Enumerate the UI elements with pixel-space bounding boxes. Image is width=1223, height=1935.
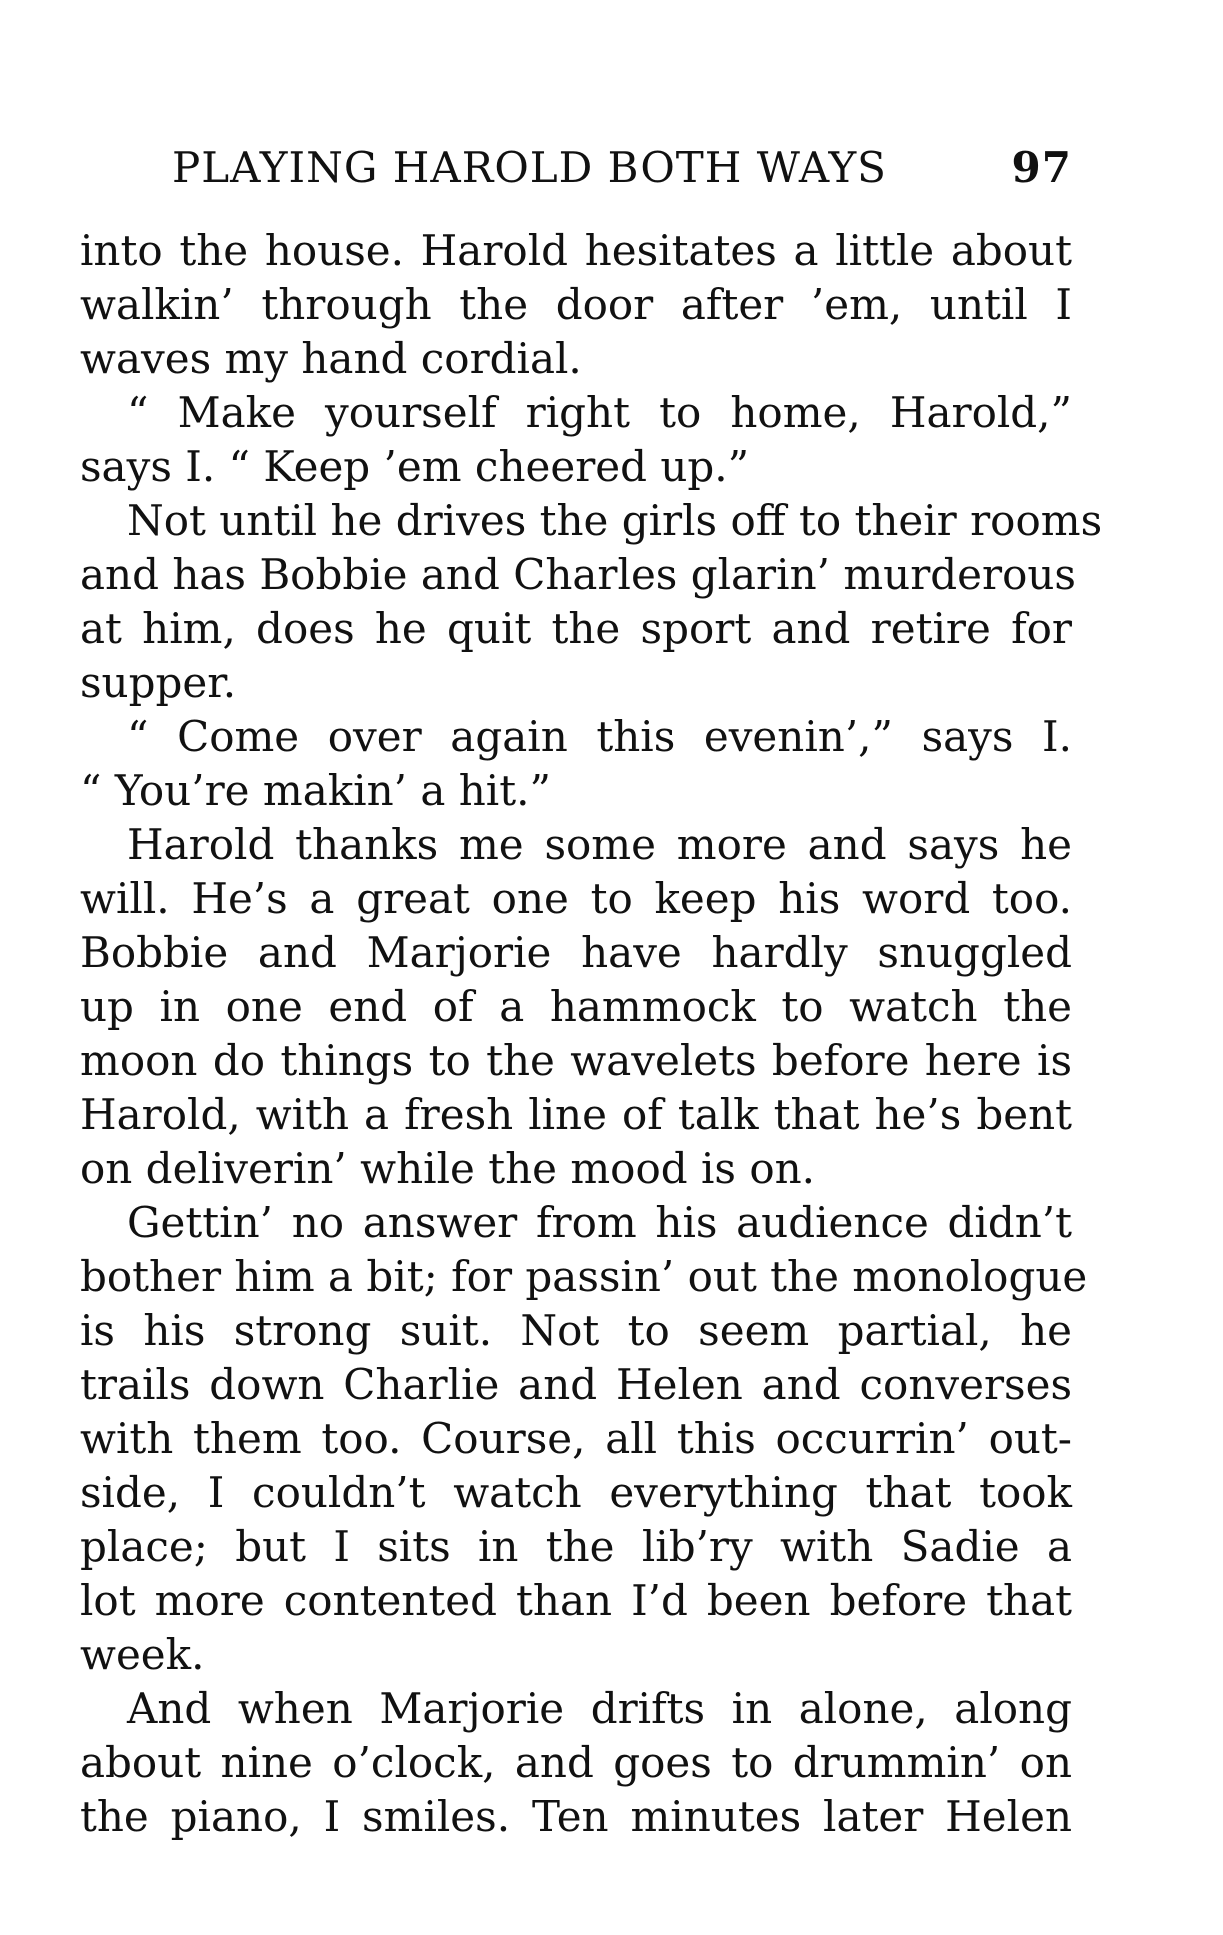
text-line: moon do things to the wavelets before here is [80, 1036, 1072, 1085]
text-line: is his strong suit. Not to seem partial, he [80, 1306, 1072, 1355]
text-line: the piano, I smiles. Ten minutes later Helen [80, 1792, 1072, 1841]
text-line: side, I couldn’t watch everything that took [80, 1468, 1072, 1517]
text-line: with them too. Course, all this occurrin’ out- [80, 1414, 1072, 1463]
body-text [80, 224, 1103, 1844]
text-line: says I. “ Keep ’em cheered up.” [80, 442, 750, 491]
text-line: on deliverin’ while the mood is on. [80, 1144, 815, 1193]
page-number: 97 [1011, 143, 1072, 192]
text-line: walkin’ through the door after ’em, until I [80, 280, 1072, 329]
text-line: bother him a bit; for passin’ out the monologue [80, 1252, 1088, 1301]
text-line: lot more contented than I’d been before that [80, 1576, 1072, 1625]
text-line: up in one end of a hammock to watch the [80, 982, 1072, 1031]
running-head-title: PLAYING HAROLD BOTH WAYS [172, 143, 887, 192]
text-line: supper. [80, 658, 237, 707]
text-line: at him, does he quit the sport and retire for [80, 604, 1072, 653]
text-line: Not until he drives the girls off to their rooms [127, 496, 1103, 545]
text-line: will. He’s a great one to keep his word too. [80, 874, 1072, 923]
text-line: week. [80, 1630, 205, 1679]
text-line: And when Marjorie drifts in alone, along [127, 1684, 1072, 1733]
text-line: about nine o’clock, and goes to drummin’ on [80, 1738, 1072, 1787]
text-line: “ Come over again this evenin’,” says I. [127, 712, 1072, 761]
text-line: Gettin’ no answer from his audience didn’t [127, 1198, 1072, 1247]
text-line: “ Make yourself right to home, Harold,” [127, 388, 1072, 437]
text-line: place; but I sits in the lib’ry with Sadie a [80, 1522, 1072, 1571]
text-line: into the house. Harold hesitates a little about [80, 226, 1072, 275]
text-line: Harold, with a fresh line of talk that he’s bent [80, 1090, 1072, 1139]
text-line: Bobbie and Marjorie have hardly snuggled [80, 928, 1072, 977]
text-line: trails down Charlie and Helen and converses [80, 1360, 1072, 1409]
text-line: waves my hand cordial. [80, 334, 582, 383]
running-head [172, 138, 1072, 198]
text-line: Harold thanks me some more and says he [127, 820, 1072, 869]
text-line: “ You’re makin’ a hit.” [80, 766, 551, 815]
text-line: and has Bobbie and Charles glarin’ murderous [80, 550, 1076, 599]
